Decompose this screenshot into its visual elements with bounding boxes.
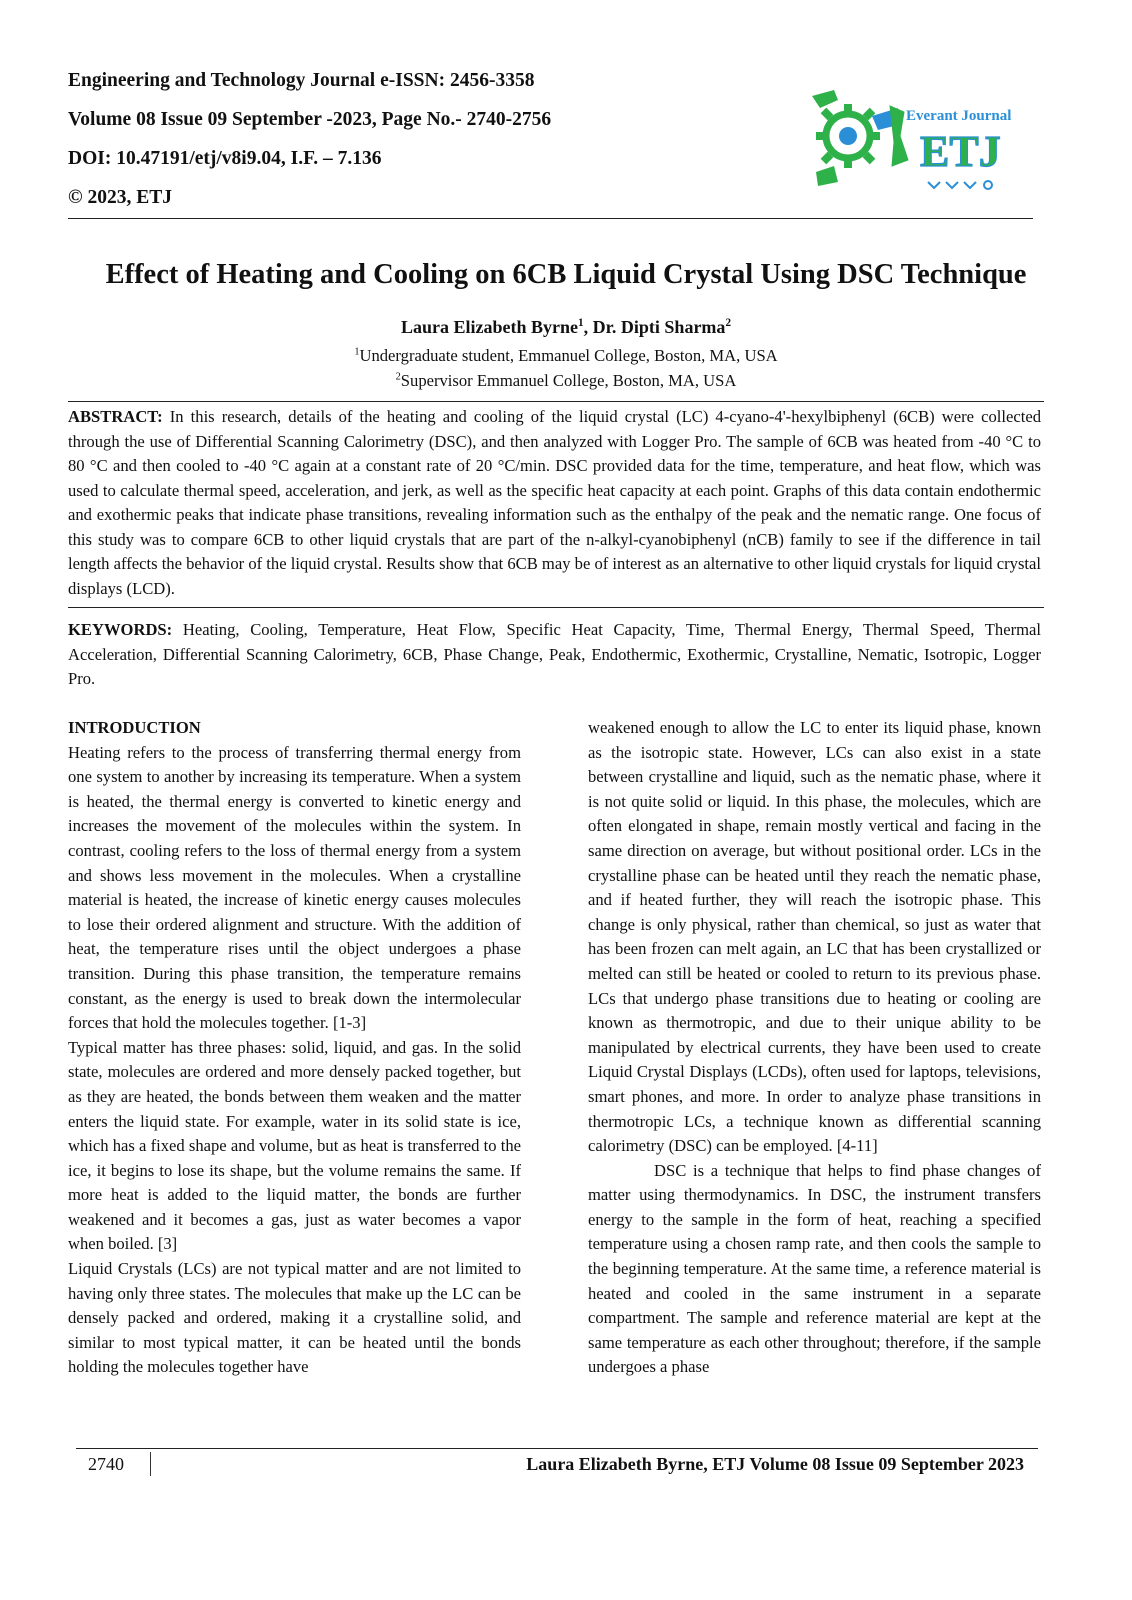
affiliation-2-mark: 2	[395, 371, 401, 383]
keywords-label: KEYWORDS:	[68, 620, 173, 639]
doi-line: DOI: 10.47191/etj/v8i9.04, I.F. – 7.136	[68, 148, 382, 169]
abstract-text: In this research, details of the heating and cooling of the liquid crystal (LC) 4-cyano-4'-hexylbiphenyl (6CB) were collected through the use of Differential Scanning Calorimetry (DSC), and then analyzed with Logger Pro. The sample of 6CB was heated from -40 °C to 80 °C and then cooled to -40 °C again at a constant rate of 20 °C/min. DSC provided data for the time, temperature, and heat flow, which was used to calculate thermal speed, acceleration, and jerk, as well as the specific heat capacity at each point. Graphs of this data contain endothermic and exothermic peaks that indicate phase transitions, revealing information such as the enthalpy of the peak and the nematic range. One focus of this study was to compare 6CB to other liquid crystals that are part of the n-alkyl-cyanobiphenyl (nCB) family to see if the difference in tail length affects the behavior of the liquid crystal. Results show that 6CB may be of interest as an alternative to other liquid crystals for liquid crystal displays (LCD).	[68, 407, 1041, 598]
affiliation-1-mark: 1	[354, 346, 360, 358]
paragraph: Liquid Crystals (LCs) are not typical matter and are not limited to having only three states. The molecules that make up the LC can be densely packed and ordered, making it a crystalline solid, and similar to most typical matter, it can be heated until the bonds holding the molecules together have	[68, 1259, 521, 1377]
author-line	[0, 316, 1132, 338]
logo-top-text: Everant Journal	[906, 108, 1012, 124]
abstract	[68, 405, 1041, 601]
paragraph: Heating refers to the process of transferring thermal energy from one system to another by increasing its temperature. When a system is heated, the thermal energy is converted to kinetic energy and increases the movement of the molecules within the system. In contrast, cooling refers to the loss of thermal energy from a system and shows less movement in the molecules. When a crystalline material is heated, the increase of kinetic energy causes molecules to lose their ordered alignment and structure. With the addition of heat, the temperature rises until the object undergoes a phase transition. During this phase transition, the temperature remains constant, as the energy is used to break down the intermolecular forces that hold the molecules together. [1-3]	[68, 742, 521, 1033]
affiliation-1	[0, 346, 1132, 366]
body-column-right	[588, 716, 1041, 1380]
copyright-line: © 2023, ETJ	[68, 187, 172, 208]
author-1: Laura Elizabeth Byrne	[400, 317, 578, 337]
header-divider	[68, 218, 1033, 219]
author-separator: ,	[583, 317, 593, 337]
section-heading-introduction: INTRODUCTION	[68, 718, 201, 737]
affiliation-1-text: Undergraduate student, Emmanuel College, Boston, MA, USA	[359, 346, 778, 365]
keywords	[68, 618, 1041, 692]
abstract-top-rule	[68, 401, 1044, 402]
footer-separator	[150, 1452, 151, 1476]
author-1-affiliation-mark: 1	[578, 317, 584, 329]
paragraph: weakened enough to allow the LC to enter its liquid phase, known as the isotropic state. However, LCs can also exist in a state between crystalline and liquid, such as the nematic phase, where it is not quite solid or liquid. In this phase, the molecules, which are often elongated in shape, remain mostly vertical and facing in the same direction on average, but without positional order. LCs in the crystalline phase can be heated until they reach the nematic phase, and if heated further, they will reach the isotropic phase. This change is only physical, rather than chemical, so just as water that has been frozen can melt again, an LC that has been crystallized or melted can still be heated or cooled to return to its previous phase. LCs that undergo phase transitions due to heating or cooling are known as thermotropic, and due to their unique ability to be manipulated by electrical currents, they have been used to create Liquid Crystal Displays (LCDs), often used for laptops, televisions, smart phones, and more. In order to analyze phase transitions in thermotropic LCs, a technique known as differential scanning calorimetry (DSC) can be employed. [4-11]	[588, 718, 1041, 1156]
abstract-label: ABSTRACT:	[68, 407, 163, 426]
paragraph: DSC is a technique that helps to find phase changes of matter using thermodynamics. In DSC, the instrument transfers energy to the sample in the form of heat, reaching a specified temperature using a chosen ramp rate, and then cools the sample to the beginning temperature. At the same time, a reference material is heated and cooled in the same instrument in a separate compartment. The sample and reference material are kept at the same temperature as each other throughout; therefore, if the sample undergoes a phase	[588, 1160, 1041, 1377]
logo-main-text: ETJ	[920, 127, 1001, 176]
body-column-left	[68, 716, 521, 1380]
journal-name-line: Engineering and Technology Journal e-ISSN: 2456-3358	[68, 70, 535, 91]
etj-logo-icon	[808, 86, 1024, 198]
footer-rule	[76, 1448, 1038, 1449]
author-2-affiliation-mark: 2	[725, 317, 732, 329]
abstract-bottom-rule	[68, 607, 1044, 608]
paragraph: Typical matter has three phases: solid, liquid, and gas. In the solid state, molecules are ordered and more densely packed together, but as they are heated, the bonds between them weaken and the matter enters the liquid state. For example, water in its solid state is ice, which has a fixed shape and volume, but as heat is transferred to the ice, it begins to lose its shape, but the volume remains the same. If more heat is added to the liquid matter, the bonds are further weakened and it becomes a gas, just as water becomes a vapor when boiled. [3]	[68, 1037, 521, 1254]
volume-line: Volume 08 Issue 09 September -2023, Page No.- 2740-2756	[68, 109, 552, 130]
affiliation-2	[0, 371, 1132, 391]
affiliation-2-text: Supervisor Emmanuel College, Boston, MA, USA	[400, 371, 737, 390]
keywords-text: Heating, Cooling, Temperature, Heat Flow, Specific Heat Capacity, Time, Thermal Energy, Thermal Speed, Thermal Acceleration, Differential Scanning Calorimetry, 6CB, Phase Change, Peak, Endothermic, Exothermic, Crystalline, Nematic, Isotropic, Logger Pro.	[68, 620, 1041, 688]
paper-title: Effect of Heating and Cooling on 6CB Liquid Crystal Using DSC Technique	[105, 259, 1027, 290]
author-2: Dr. Dipti Sharma	[592, 317, 726, 337]
page-number: 2740	[88, 1454, 124, 1474]
running-footer: Laura Elizabeth Byrne, ETJ Volume 08 Issue 09 September 2023	[526, 1454, 1024, 1474]
